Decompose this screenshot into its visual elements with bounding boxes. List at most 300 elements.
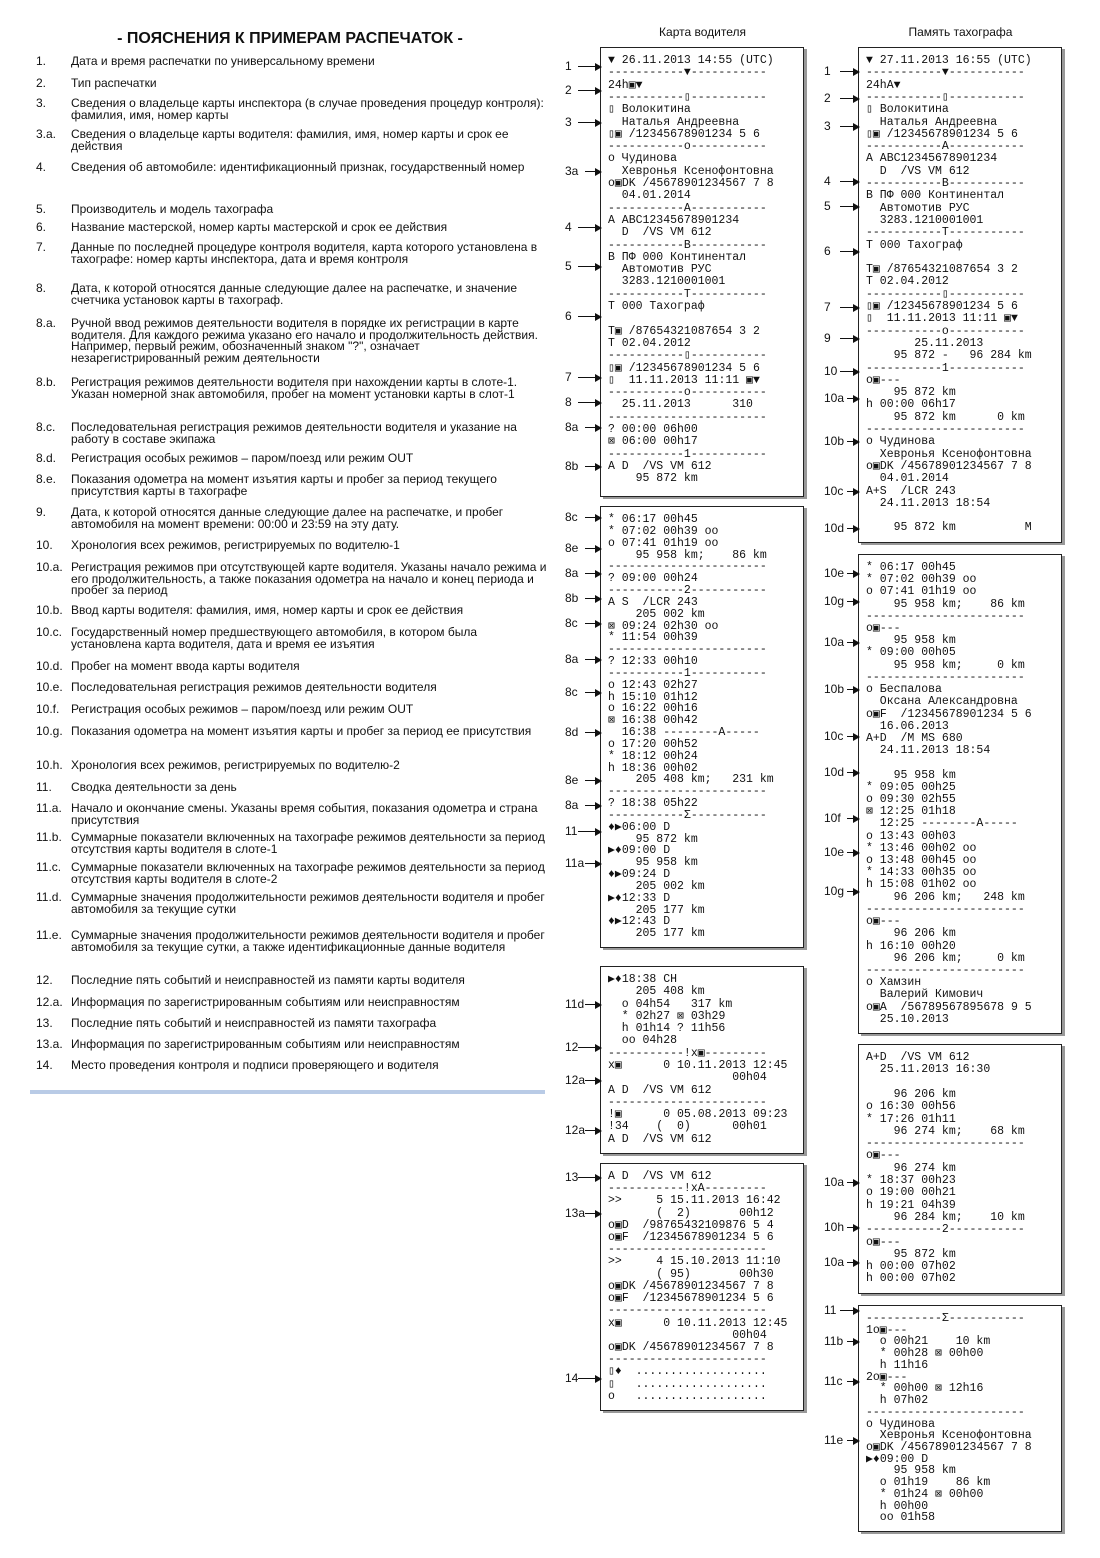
- printout-line: o 00h21 10 km: [866, 1335, 991, 1349]
- callout-arrow-head: [595, 168, 602, 176]
- callout-marker-label: 11b: [824, 1334, 844, 1348]
- printout-line: 95 872 km: [608, 832, 698, 846]
- callout-arrow-line: [840, 71, 854, 72]
- callout-marker-label: 10a: [824, 1255, 845, 1269]
- legend-item-text: Сведения об автомобиле: идентификационный признак, государственный номер: [71, 160, 525, 174]
- printout-line: o 13:43 00h03: [866, 829, 956, 843]
- printout-line: * 00h00 ⊠ 12h16: [866, 1382, 984, 1396]
- printout-line: ▯▣ /12345678901234 5 6: [866, 127, 1018, 141]
- legend-item-text: Суммарные показатели включенных на тахографе режимов деятельности за период отсутствия карты водителя в слоте-1: [71, 830, 545, 856]
- printout-line: o▣DK /45678901234567 7 8: [866, 1440, 1032, 1454]
- printout-line: 3283.1210001001: [608, 275, 726, 289]
- callout-arrow-head: [853, 68, 860, 76]
- callout-arrow-head: [853, 178, 860, 186]
- printout-line: 16:38 --------A-----: [608, 726, 760, 739]
- callout-marker-label: 10d: [824, 521, 845, 535]
- printout-line: -----------------------: [866, 670, 1025, 684]
- printout-line: T▣ /87654321087654 3 2: [608, 324, 760, 338]
- legend-item-number: 8.c.: [36, 420, 56, 434]
- printout-line: * 06:17 00h45: [608, 513, 698, 526]
- printout-line: o 01h19 86 km: [866, 1476, 991, 1490]
- printout-line: ♦▶06:00 D: [608, 820, 671, 834]
- legend-item-number: 9.: [36, 505, 47, 519]
- printout-line: Хевронья Ксенофонтовна: [608, 164, 774, 178]
- printout-line: ▶♦09:00 D: [608, 844, 671, 858]
- printout-line: ( 95) 00h30: [608, 1267, 774, 1281]
- legend-item-text: Ввод карты водителя: фамилия, имя, номер карты и срок ее действия: [71, 603, 464, 617]
- printout-line: D /VS VM 612: [866, 164, 970, 178]
- printout-line: 12:25 --------A-----: [866, 817, 1018, 831]
- printout-line: 95 872 km: [866, 386, 956, 400]
- callout-marker-label: 3a: [565, 164, 579, 178]
- callout-arrow-head: [853, 123, 860, 131]
- callout-marker-label: 13: [565, 1170, 579, 1184]
- callout-arrow-head: [595, 463, 602, 471]
- callout-arrow-head: [853, 1307, 860, 1315]
- legend-item-text: Регистрация режимов при отсутствующей карте водителя. Указаны начало режима и его продолжительность, а также показания одометра на начало и конец периода и пробег за период: [71, 560, 547, 597]
- printout-line: 95 958 km: [608, 856, 698, 870]
- printout-line: -----------▯-----------: [608, 349, 767, 363]
- callout-marker-label: 11: [824, 1303, 837, 1317]
- legend-item-text: Пробег на момент ввода карты водителя: [71, 659, 300, 673]
- printout-line: 95 872 - 96 284 km: [866, 349, 1032, 363]
- printout-line: o 19:00 00h21: [866, 1186, 956, 1200]
- callout-arrow-head: [595, 1174, 602, 1182]
- callout-arrow-head: [595, 119, 602, 127]
- callout-arrow-head: [595, 802, 602, 810]
- legend-item-text: Последние пять событий и неисправностей из памяти тахографа: [71, 1016, 437, 1030]
- printout-line: Наталья Андреевна: [608, 115, 740, 129]
- printout-line: -----------!x▣---------: [608, 1046, 767, 1060]
- printout-line: -----------------------: [866, 423, 1025, 436]
- callout-marker-label: 10b: [824, 682, 845, 696]
- printout-line: 25.10.2013: [866, 1012, 949, 1026]
- printout-line: 95 958 km: [866, 634, 956, 648]
- legend-item-text: Хронология всех режимов, регистрируемых по водителю-1: [71, 538, 400, 552]
- printout-line: ▶♦18:38 CH: [608, 973, 678, 986]
- printout-line: o 16:22 00h16: [608, 702, 698, 716]
- legend-item-number: 2.: [36, 76, 47, 90]
- callout-arrow-line: [578, 266, 596, 267]
- printout-line: oo 01h58: [866, 1511, 936, 1525]
- printout-line: o▣DK /45678901234567 7 8: [608, 1279, 774, 1293]
- legend-item-number: 11.: [36, 780, 52, 794]
- printout-line: o Беспалова: [866, 683, 942, 697]
- callout-arrow-line: [840, 371, 854, 372]
- printout-line: ▶♦09:00 D: [866, 1452, 929, 1466]
- callout-arrow-head: [595, 399, 602, 407]
- callout-arrow-line: [578, 122, 596, 123]
- printout-line: T 000 Тахограф: [608, 300, 705, 313]
- callout-arrow-head: [853, 570, 860, 578]
- printout-line: 00h04: [608, 1071, 767, 1085]
- printout-line: 96 206 km: [866, 927, 956, 941]
- legend-item-text: Хронология всех режимов, регистрируемых по водителю-2: [71, 758, 400, 772]
- printout-line: Хевронья Ксенофонтовна: [866, 1429, 1032, 1443]
- callout-marker-label: 1: [565, 59, 572, 73]
- legend-item-text: Суммарные показатели включенных на тахографе режимов деятельности за период отсутствия карты водителя в слоте-2: [71, 860, 545, 886]
- callout-marker-label: 8a: [565, 798, 579, 812]
- printout-line: -----------------------: [608, 785, 767, 799]
- callout-arrow-line: [840, 338, 854, 339]
- printout-line: 205 002 km: [608, 879, 705, 893]
- callout-marker-label: 10a: [824, 391, 845, 405]
- printout-line: Наталья Андреевна: [866, 115, 998, 129]
- callout-arrow-head: [595, 777, 602, 785]
- callout-marker-label: 5: [565, 259, 572, 273]
- legend-item-number: 13.: [36, 1016, 53, 1030]
- printout-line: 00h04: [608, 1328, 767, 1342]
- callout-arrow-head: [595, 1077, 602, 1085]
- callout-marker-label: 13a: [565, 1206, 586, 1220]
- legend-item-number: 3.: [36, 96, 47, 110]
- callout-arrow-line: [578, 90, 596, 91]
- printout-line: 2o▣---: [866, 1370, 908, 1384]
- callout-arrow-head: [853, 639, 860, 647]
- printout-line: -----------▯-----------: [866, 287, 1025, 301]
- callout-arrow-head: [595, 545, 602, 553]
- printout-line: o▣DK /45678901234567 7 8: [866, 459, 1032, 473]
- page-title: - ПОЯСНЕНИЯ К ПРИМЕРАМ РАСПЕЧАТОК -: [117, 30, 463, 47]
- callout-arrow-head: [853, 769, 860, 777]
- callout-marker-label: 10a: [824, 1175, 845, 1189]
- column-header-driver-card: Карта водителя: [659, 25, 746, 39]
- callout-marker-label: 10e: [824, 845, 845, 859]
- printout-line: -----------A-----------: [866, 140, 1025, 154]
- printout-strip: [858, 1044, 1062, 1294]
- legend-item-text: Показания одометра на момент изъятия карты и пробег за период ее присутствия: [71, 724, 532, 738]
- legend-item-number: 8.: [36, 281, 47, 295]
- printout-line: ▯ Волокитина: [866, 103, 949, 117]
- callout-marker-label: 10c: [824, 729, 844, 743]
- printout-line: 95 872 km 0 km: [866, 410, 1025, 424]
- callout-marker-label: 10c: [824, 484, 844, 498]
- callout-arrow-head: [853, 1259, 860, 1267]
- printout-line: o 04h54 317 km: [608, 997, 733, 1011]
- printout-line: -----------2-----------: [866, 1223, 1025, 1237]
- printout-line: ▯ Волокитина: [608, 103, 691, 117]
- printout-line: ▯ 11.11.2013 11:11 ▣▼: [866, 312, 1018, 326]
- printout-line: 25.11.2013 16:30: [866, 1063, 991, 1077]
- callout-marker-label: 10: [824, 364, 838, 378]
- printout-line: A+D /M MS 680: [866, 731, 963, 745]
- printout-line: h 11h16: [866, 1358, 929, 1372]
- printout-line: o 13:48 00h45 oo: [866, 854, 977, 868]
- printout-line: h 00:00 07h02: [866, 1260, 956, 1274]
- callout-marker-label: 6: [565, 309, 572, 323]
- column-header-tachograph-memory: Память тахографа: [908, 25, 1013, 39]
- printout-line: -----------o-----------: [608, 140, 767, 154]
- printout-line: -----------▼-----------: [866, 66, 1025, 80]
- printout-line: 04.01.2014: [608, 189, 691, 203]
- callout-marker-label: 10e: [824, 566, 845, 580]
- printout-line: >> 4 15.10.2013 11:10: [608, 1255, 781, 1269]
- printout-line: o ...................: [608, 1389, 767, 1403]
- callout-arrow-head: [853, 304, 860, 312]
- legend-item-text: Сведения о владельце карты инспектора (в случае проведения процедур контроля): фамилия, имя, номер карты: [71, 96, 544, 122]
- printout-line: 95 958 km; 0 km: [866, 658, 1025, 672]
- legend-item-text: Регистрация режимов деятельности водителя при нахождении карты в слоте-1. Указан номерной знак автомобиля, пробег на момент установки карты в слот-1: [71, 375, 518, 401]
- printout-line: 95 872 km M: [866, 521, 1032, 535]
- callout-arrow-line: [840, 251, 854, 252]
- callout-marker-label: 3: [565, 115, 572, 129]
- callout-arrow-head: [853, 488, 860, 496]
- printout-line: Автомотив РУС: [866, 201, 970, 215]
- callout-marker-label: 11: [565, 824, 578, 838]
- printout-line: * 01h24 ⊠ 00h00: [866, 1487, 984, 1501]
- callout-marker-label: 8e: [565, 773, 579, 787]
- printout-line: B ПФ 000 Континентал: [866, 189, 1005, 203]
- printout-line: h 15:10 01h12: [608, 690, 698, 704]
- legend-item-number: 11.b.: [36, 830, 62, 844]
- printout-line: 95 958 km: [866, 1464, 956, 1478]
- callout-arrow-head: [595, 860, 602, 868]
- legend-item-number: 10.c.: [36, 625, 63, 639]
- callout-marker-label: 8b: [565, 591, 579, 605]
- printout-line: -----------A-----------: [608, 201, 767, 215]
- printout-line: -----------------------: [866, 902, 1025, 916]
- printout-line: * 11:54 00h39: [608, 631, 698, 645]
- printout-line: Валерий Кимович: [866, 988, 984, 1002]
- printout-line: o▣F /12345678901234 5 6: [608, 1231, 774, 1245]
- printout-line: -----------------------: [866, 1405, 1025, 1419]
- callout-marker-label: 11e: [824, 1433, 844, 1447]
- legend-item-number: 12.: [36, 973, 53, 987]
- callout-marker-label: 8b: [565, 459, 579, 473]
- callout-marker-label: 8a: [565, 652, 579, 666]
- printout-line: 95 958 km; 86 km: [608, 548, 767, 562]
- printout-line: o▣A /56789567895678 9 5: [866, 1000, 1032, 1014]
- printout-line: o▣---: [866, 1235, 901, 1249]
- printout-line: ▯▣ /12345678901234 5 6: [608, 127, 760, 141]
- printout-line: -----------▯-----------: [608, 90, 767, 104]
- callout-marker-label: 10a: [824, 635, 845, 649]
- printout-line: 95 872 km: [608, 472, 698, 486]
- callout-arrow-head: [853, 525, 860, 533]
- callout-marker-label: 10h: [824, 1220, 845, 1234]
- callout-marker-label: 8d: [565, 725, 579, 739]
- callout-arrow-head: [595, 87, 602, 95]
- legend-item-number: 8.d.: [36, 451, 57, 465]
- printout-line: h 01h14 ? 11h56: [608, 1022, 726, 1036]
- printout-line: 3283.1210001001: [866, 213, 984, 227]
- printout-line: Автомотив РУС: [608, 263, 712, 277]
- callout-arrow-line: [578, 1177, 596, 1178]
- printout-line: h 18:36 00h02: [608, 761, 698, 775]
- callout-marker-label: 7: [824, 300, 831, 314]
- callout-arrow-head: [595, 1210, 602, 1218]
- printout-line: o 09:30 02h55: [866, 793, 956, 806]
- printout-line: -----------T-----------: [608, 287, 767, 301]
- callout-arrow-head: [853, 1224, 860, 1232]
- callout-arrow-line: [840, 206, 854, 207]
- callout-marker-label: 2: [824, 91, 831, 105]
- printout-line: -----------B-----------: [608, 238, 767, 252]
- printout-line: A D /VS VM 612: [608, 459, 712, 473]
- printout-line: 25.11.2013 310: [608, 398, 753, 412]
- legend-item-text: Сведения о владельце карты водителя: фамилия, имя, номер карты и срок ее действия: [71, 127, 509, 153]
- legend-item-text: Информация по зарегистрированным событиям или неисправностям: [71, 995, 460, 1009]
- printout-line: -----------Σ-----------: [866, 1312, 1025, 1325]
- legend-item-number: 14.: [36, 1058, 53, 1072]
- legend-item-text: Тип распечатки: [71, 76, 157, 90]
- callout-arrow-head: [853, 598, 860, 606]
- printout-line: * 02h27 ⊠ 03h29: [608, 1009, 726, 1023]
- printout-line: h 00:00 06h17: [866, 398, 956, 412]
- printout-line: o 16:30 00h56: [866, 1100, 956, 1114]
- printout-line: ▯♦ ...................: [608, 1365, 767, 1379]
- printout-line: ⊠ 12:25 01h18: [866, 805, 956, 819]
- callout-arrow-head: [595, 514, 602, 522]
- printout-line: 24hA▼: [866, 78, 901, 92]
- legend-item-text: Информация по зарегистрированным событиям или неисправностям: [71, 1037, 460, 1051]
- printout-line: h 00:00 07h02: [866, 1272, 956, 1286]
- callout-arrow-head: [595, 374, 602, 382]
- printout-line: o▣---: [866, 622, 901, 636]
- printout-strip: [600, 506, 804, 948]
- printout-line: ? 18:38 05h22: [608, 797, 698, 810]
- printout-line: A+D /VS VM 612: [866, 1051, 970, 1064]
- printout-line: T▣ /87654321087654 3 2: [866, 263, 1018, 277]
- legend-item-text: Регистрация особых режимов – паром/поезд или режим OUT: [71, 451, 414, 465]
- printout-line: 205 408 km; 231 km: [608, 773, 774, 787]
- printout-line: o 12:43 02h27: [608, 678, 698, 692]
- printout-line: -----------B-----------: [866, 177, 1025, 190]
- printout-line: x▣ 0 10.11.2013 12:45: [608, 1059, 788, 1072]
- printout-line: -----------------------: [608, 1304, 767, 1318]
- printout-line: A+S /LCR 243: [866, 484, 956, 498]
- printout-line: * 18:12 00h24: [608, 749, 698, 763]
- printout-line: 16.06.2013: [866, 719, 949, 733]
- legend-item-number: 13.a.: [36, 1037, 63, 1051]
- legend-item-text: Государственный номер предшествующего автомобиля, в котором была установлена карта водителя, дата и время ее изъятия: [71, 625, 478, 651]
- printout-line: o Чудинова: [866, 1417, 936, 1431]
- callout-arrow-head: [595, 1375, 602, 1383]
- legend-item-number: 12.a.: [36, 995, 63, 1009]
- printout-strip: [858, 1305, 1062, 1532]
- callout-marker-label: 12a: [565, 1123, 586, 1137]
- printout-line: -----------------------: [608, 1353, 767, 1367]
- printout-line: h 00h00: [866, 1499, 929, 1513]
- printout-line: o▣F /12345678901234 5 6: [866, 707, 1032, 721]
- printout-line: x▣ 0 10.11.2013 12:45: [608, 1316, 788, 1330]
- printout-line: 205 002 km: [608, 607, 705, 621]
- printout-line: A S /LCR 243: [608, 595, 698, 609]
- callout-arrow-line: [840, 98, 854, 99]
- legend-item-number: 10.d.: [36, 659, 63, 673]
- callout-arrow-head: [595, 313, 602, 321]
- callout-arrow-line: [840, 126, 854, 127]
- callout-marker-label: 10g: [824, 594, 845, 608]
- printout-line: 96 206 km; 0 km: [866, 951, 1025, 965]
- printout-line: ▯▣ /12345678901234 5 6: [866, 300, 1018, 313]
- printout-line: -----------2-----------: [608, 584, 767, 597]
- callout-arrow-head: [853, 438, 860, 446]
- printout-line: !34 ( 0) 00h01: [608, 1120, 767, 1134]
- printout-line: A D /VS VM 612: [608, 1170, 712, 1183]
- legend-item-text: Сводка деятельности за день: [71, 780, 237, 794]
- legend-item-number: 6.: [36, 220, 47, 234]
- printout-strip: [858, 47, 1062, 543]
- printout-line: ? 12:33 00h10: [608, 655, 698, 668]
- legend-item-number: 11.d.: [36, 890, 62, 904]
- callout-arrow-head: [595, 729, 602, 737]
- printout-line: -----------o-----------: [866, 324, 1025, 338]
- printout-line: * 18:37 00h23: [866, 1174, 956, 1187]
- callout-marker-label: 10f: [824, 811, 841, 825]
- legend-item-text: Дата, к которой относятся данные следующие далее на распечатке, и пробег автомобиля на момент времени: 00:00 и 23:59 на эту дату.: [71, 505, 504, 531]
- printout-line: 96 274 km: [866, 1161, 956, 1175]
- printout-line: o 07:41 01h19 oo: [866, 585, 977, 599]
- callout-arrow-head: [853, 335, 860, 343]
- printout-line: ▼ 27.11.2013 16:55 (UTC): [866, 54, 1032, 67]
- printout-line: T 000 Тахограф: [866, 238, 963, 252]
- printout-line: A ABC12345678901234: [608, 213, 740, 227]
- printout-line: ? 09:00 00h24: [608, 572, 698, 586]
- callout-marker-label: 10b: [824, 434, 845, 448]
- printout-line: 25.11.2013: [866, 336, 984, 350]
- printout-line: 24.11.2013 18:54: [866, 744, 991, 758]
- legend-item-number: 7.: [36, 240, 47, 254]
- printout-line: Оксана Александровна: [866, 695, 1018, 709]
- callout-arrow-head: [595, 63, 602, 71]
- printout-line: * 06:17 00h45: [866, 561, 956, 574]
- callout-marker-label: 8c: [565, 685, 578, 699]
- callout-arrow-line: [578, 377, 596, 378]
- printout-line: 205 177 km: [608, 903, 705, 917]
- callout-marker-label: 5: [824, 199, 831, 213]
- legend-item-text: Место проведения контроля и подписи проверяющего и водителя: [71, 1058, 439, 1072]
- callout-arrow-head: [595, 828, 602, 836]
- callout-arrow-head: [595, 1044, 602, 1052]
- callout-marker-label: 8a: [565, 420, 579, 434]
- printout-line: o 17:20 00h52: [608, 737, 698, 751]
- printout-line: 1o▣---: [866, 1323, 908, 1337]
- legend-item-text: Суммарные значения продолжительности режимов деятельности водителя и пробег автомобиля за текущие сутки: [71, 890, 545, 916]
- legend-item-number: 11.a.: [36, 801, 62, 815]
- legend-item-number: 11.c.: [36, 860, 62, 874]
- printout-line: ⊠ 06:00 00h17: [608, 435, 698, 449]
- callout-arrow-head: [853, 395, 860, 403]
- printout-line: ▯ ...................: [608, 1377, 767, 1391]
- printout-line: -----------1-----------: [608, 447, 767, 461]
- printout-line: -----------1-----------: [608, 666, 767, 680]
- printout-line: T 02.04.2012: [608, 336, 691, 350]
- callout-marker-label: 8a: [565, 566, 579, 580]
- printout-line: o▣---: [866, 915, 901, 929]
- callout-arrow-head: [853, 1378, 860, 1386]
- callout-marker-label: 11a: [565, 856, 585, 870]
- callout-arrow-head: [595, 424, 602, 432]
- printout-line: ♦▶09:24 D: [608, 868, 671, 881]
- callout-arrow-line: [578, 227, 596, 228]
- callout-marker-label: 10d: [824, 765, 845, 779]
- legend-item-number: 8.b.: [36, 375, 57, 389]
- callout-marker-label: 3: [824, 119, 831, 133]
- legend-item-text: Название мастерской, номер карты мастерской и срок ее действия: [71, 220, 448, 234]
- printout-line: ▯ 11.11.2013 11:11 ▣▼: [608, 373, 760, 387]
- printout-line: * 09:05 00h25: [866, 780, 956, 794]
- printout-line: ▶♦12:33 D: [608, 891, 671, 905]
- printout-line: -----------------------: [608, 643, 767, 657]
- legend-item-number: 10.g.: [36, 724, 63, 738]
- printout-line: 96 284 km; 10 km: [866, 1210, 1025, 1224]
- legend-item-number: 5.: [36, 202, 47, 216]
- legend-item-text: Последовательная регистрация режимов деятельности водителя и указание на работу в составе экипажа: [71, 420, 517, 446]
- printout-strip: [600, 966, 804, 1154]
- legend-item-text: Последовательная регистрация режимов деятельности водителя: [71, 680, 437, 694]
- printout-line: -----------o-----------: [608, 386, 767, 400]
